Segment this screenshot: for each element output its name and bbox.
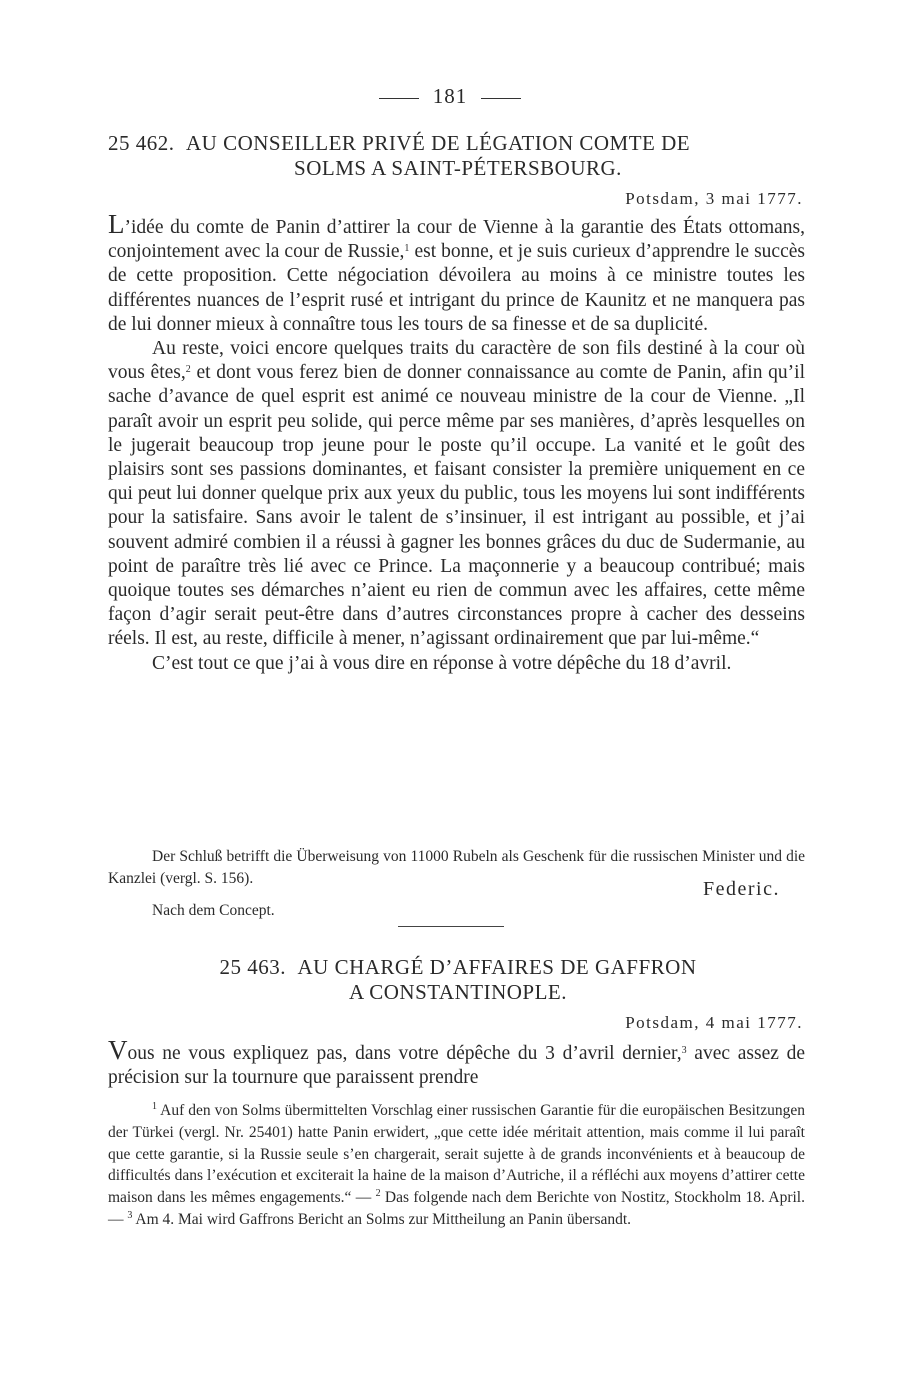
footnote-mark: 3 <box>127 1209 133 1221</box>
footnotes <box>108 1100 805 1231</box>
footnote-ref: 2 <box>185 364 191 376</box>
section-divider <box>398 926 504 927</box>
letter-number: 25 462. <box>108 131 175 155</box>
paragraph: C’est tout ce que j’ai à vous dire en réponse à votre dépêche du 18 d’avril. <box>152 652 732 674</box>
paragraph <box>108 337 805 652</box>
letter-heading-line1 <box>108 131 808 156</box>
paragraph <box>108 209 805 337</box>
page-number-rule-right <box>481 98 521 99</box>
page-number-text: 181 <box>432 84 468 108</box>
letter-body <box>108 1035 806 1090</box>
initial-letter: L <box>108 209 125 239</box>
letter-heading-text: AU CHARGÉ D’AFFAIRES DE GAFFRON <box>297 955 697 979</box>
paragraph <box>108 1035 806 1090</box>
source-note: Nach dem Concept. <box>152 902 275 919</box>
editorial-note: Der Schluß betrifft die Überweisung von 11000 Rubeln als Geschenk für die russischen Minister und die Kanzlei (vergl. S. 156). <box>108 848 805 887</box>
paragraph-text: ’idée du comte de Panin d’attirer la cour de Vienne à la garantie des États ottomans, conjointement avec la cour de Russie, <box>108 217 805 263</box>
initial-letter: V <box>108 1035 128 1065</box>
footnote-text: Das folgende nach dem Berichte von Nostitz, Stockholm 18. April. — <box>108 1189 805 1228</box>
letter-heading-line1 <box>108 955 808 980</box>
footnote-text: Am 4. Mai wird Gaffrons Bericht an Solms zur Mittheilung an Panin übersandt. <box>132 1210 632 1228</box>
paragraph-text: avec assez de précision sur la tournure que paraissent prendre <box>108 1043 806 1089</box>
page-number <box>0 84 900 109</box>
letter-heading-line2: A CONSTANTINOPLE. <box>349 980 567 1004</box>
letter-heading <box>108 131 808 181</box>
dateline: Potsdam, 3 mai 1777. <box>625 189 803 208</box>
footnote-mark: 2 <box>375 1188 381 1200</box>
paragraph-text: Au reste, voici encore quelques traits du caractère de son fils destiné à la cour où vous êtes, <box>108 338 805 384</box>
letter-heading-line2: SOLMS A SAINT-PÉTERSBOURG. <box>294 156 622 180</box>
letter-body <box>108 209 805 676</box>
letter-heading-text: AU CONSEILLER PRIVÉ DE LÉGATION COMTE DE <box>186 131 691 155</box>
footnote-ref: 1 <box>404 243 410 255</box>
page-number-rule-left <box>379 98 419 99</box>
letter-number: 25 463. <box>219 955 286 979</box>
letter-heading <box>108 955 808 1005</box>
paragraph-text: est bonne, et je suis curieux d’apprendre le succès de cette proposition. Cette négociation dévoilera au moins à ce ministre toutes les différentes nuances de l’esprit rusé et intrigant du prince de Kaunitz et ne manquera pas de lui donner mieux à connaître tous les tours de sa finesse et de sa duplicité. <box>108 241 805 335</box>
footnote-text: Auf den von Solms übermittelten Vorschlag einer russischen Garantie für die europäischen Besitzungen der Türkei (vergl. Nr. 25401) hatte Panin erwidert, „que cette idée méritait attention, mais comme il lui paraît que cette garantie, si la Russie seule s’en chargerait, serait sujette à de grands inconvénients et à beaucoup de difficultés dans l’exécution et exciterait la haine de la maison d’Autriche, il a réfléchi aux moyens d’attirer cette maison dans les mêmes engagements.“ — <box>108 1102 805 1207</box>
paragraph-text: ous ne vous expliquez pas, dans votre dépêche du 3 d’avril dernier, <box>127 1043 682 1064</box>
footnote-ref: 3 <box>681 1045 687 1056</box>
dateline: Potsdam, 4 mai 1777. <box>625 1013 803 1032</box>
footnote-mark: 1 <box>152 1101 157 1112</box>
signature: Federic. <box>703 878 780 900</box>
footnote-block <box>108 1100 805 1231</box>
paragraph-text: et dont vous ferez bien de donner connaissance au comte de Panin, afin qu’il sache d’avance de quel esprit est animé ce nouveau ministre de la cour de Vienne. „Il paraît avoir un esprit peu solide, qui perce même par ses manières, d’après lesquelles on le jugerait beaucoup trop jeune pour le poste qu’il occupe. La vanité et le goût des plaisirs sont ses passions dominantes, et faisant consister la première uniquement en ce qui peut lui donner quelque prix aux yeux du public, tous les moyens lui sont indifférents pour la satisfaire. Sans avoir le talent de s’insinuer, il est intrigant au possible, et j’ai souvent admiré combien il a réussi à gagner les bonnes grâces du duc de Sudermanie, au point de paraître très lié avec ce Prince. La maçonnerie y a beaucoup contribué; mais quoique toutes ses démarches n’aient eu rien de commun avec les affaires, cette même façon d’agir serait peut-être dans d’autres circonstances propre à cacher des desseins réels. Il est, au reste, difficile à mener, n’agissant ordinairement que par lui-même.“ <box>108 362 805 650</box>
